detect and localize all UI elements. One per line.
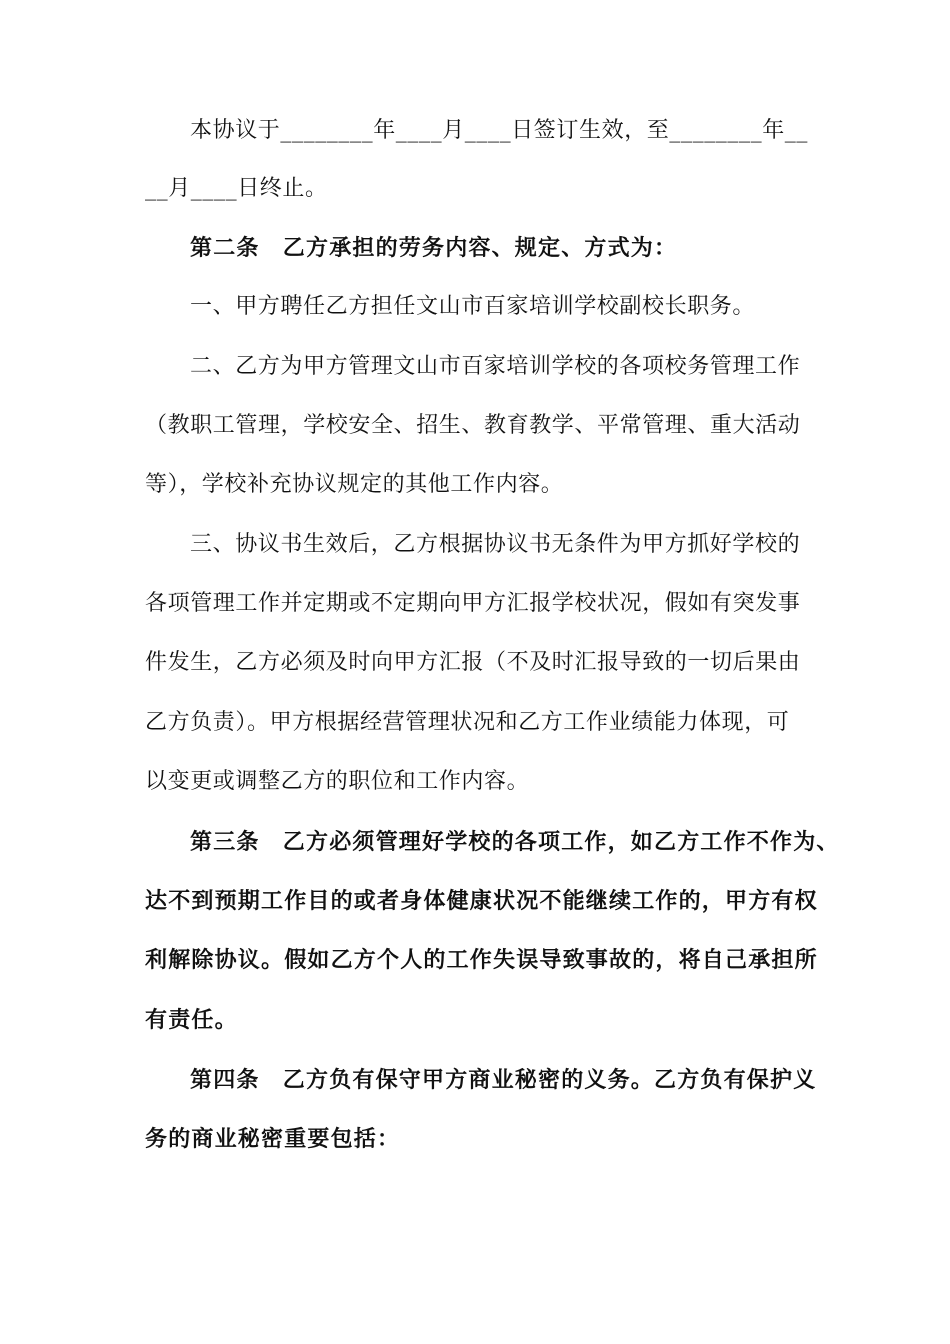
termination-date-line: __月____日终止。 <box>145 176 328 201</box>
article-2-heading: 第二条 乙方承担的劳务内容、规定、方式为： <box>190 236 678 261</box>
effective-date-line: 本协议于________年____月____日签订生效，至________年__ <box>190 118 809 143</box>
article-2-item-3-line-1: 三、协议书生效后，乙方根据协议书无条件为甲方抓好学校的 <box>190 532 801 557</box>
article-3-line-2: 达不到预期工作目的或者身体健康状况不能继续工作的，甲方有权 <box>145 889 818 914</box>
article-2-item-1: 一、甲方聘任乙方担任文山市百家培训学校副校长职务。 <box>190 294 756 319</box>
article-4-line-1: 第四条 乙方负有保守甲方商业秘密的义务。乙方负有保护义 <box>190 1068 817 1093</box>
article-4-line-2: 务的商业秘密重要包括： <box>145 1127 401 1152</box>
article-2-item-3-line-2: 各项管理工作并定期或不定期向甲方汇报学校状况，假如有突发事 <box>145 591 801 616</box>
article-2-item-2-line-1: 二、乙方为甲方管理文山市百家培训学校的各项校务管理工作 <box>190 354 801 379</box>
article-3-line-3: 利解除协议。假如乙方个人的工作失误导致事故的，将自己承担所 <box>145 948 818 973</box>
article-2-item-2-line-2: （教职工管理，学校安全、招生、教育教学、平常管理、重大活动 <box>145 413 801 438</box>
article-2-item-3-line-4: 乙方负责）。甲方根据经营管理状况和乙方工作业绩能力体现，可 <box>145 710 790 735</box>
article-2-item-3-line-3: 件发生，乙方必须及时向甲方汇报（不及时汇报导致的一切后果由 <box>145 650 801 675</box>
article-2-item-3-line-5: 以变更或调整乙方的职位和工作内容。 <box>145 769 530 794</box>
article-3-line-1: 第三条 乙方必须管理好学校的各项工作，如乙方工作不作为、 <box>190 830 840 855</box>
article-2-item-2-line-3: 等），学校补充协议规定的其他工作内容。 <box>145 472 564 497</box>
article-3-line-4: 有责任。 <box>145 1008 238 1033</box>
